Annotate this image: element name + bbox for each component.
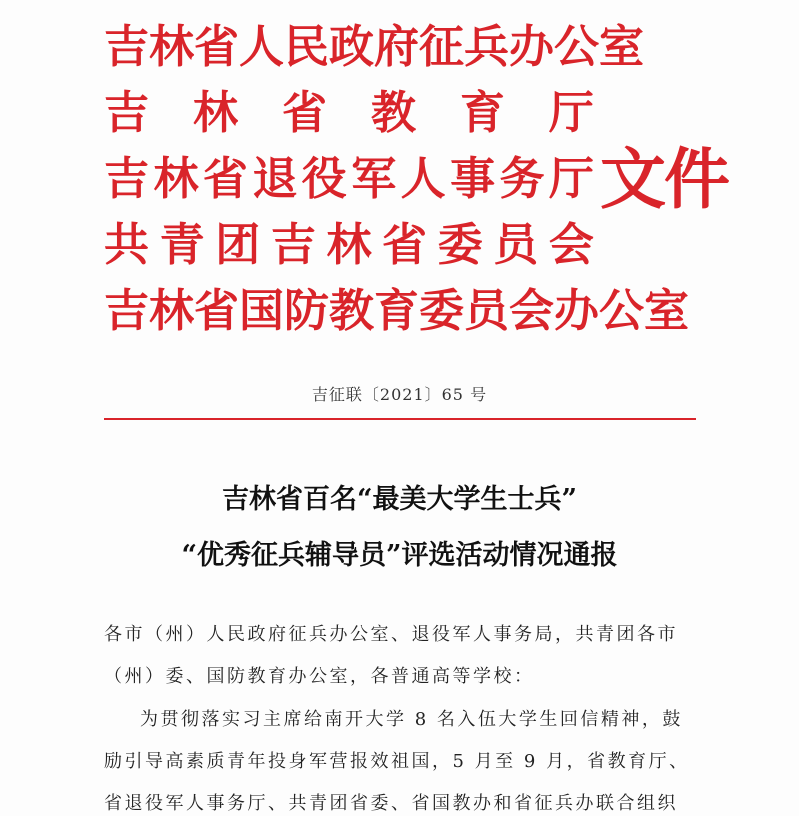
body-paragraph-line-1: 为贯彻落实习主席给南开大学 8 名入伍大学生回信精神，鼓	[140, 709, 683, 730]
issuer-char: 共	[104, 218, 150, 271]
issuer-char: 团	[215, 218, 261, 271]
issuer-char: 省	[281, 86, 327, 139]
issuer-char: 退	[252, 152, 298, 205]
issuer-char: 会	[548, 218, 594, 271]
issuer-char: 吉	[104, 152, 150, 205]
issuer-char: 厅	[548, 152, 594, 205]
issuer-national-defense-education-office: 吉林省国防教育委员会办公室	[104, 284, 690, 337]
issuer-char: 吉	[270, 218, 316, 271]
issuer-char: 吉	[104, 86, 150, 139]
issuer-char: 役	[301, 152, 347, 205]
document-title-line-1: 吉林省百名“最美大学生士兵”	[221, 484, 578, 515]
issuer-char: 人	[400, 152, 446, 205]
issuer-military-recruitment-office: 吉林省人民政府征兵办公室	[104, 20, 645, 73]
recipients-line-2: （州）委、国防教育办公室，各普通高等学校：	[104, 666, 535, 687]
issuer-char: 育	[459, 86, 505, 139]
issuer-char: 林	[326, 218, 372, 271]
issuer-char: 委	[437, 218, 483, 271]
issuer-char: 省	[382, 218, 428, 271]
issuer-char: 林	[192, 86, 238, 139]
issuer-char: 事	[450, 152, 496, 205]
issuer-char: 厅	[548, 86, 594, 139]
issuer-char: 省	[202, 152, 248, 205]
body-paragraph-line-2: 励引导高素质青年投身军营报效祖国，5 月至 9 月，省教育厅、	[104, 751, 690, 772]
issuer-education-department	[104, 80, 594, 146]
issuer-char: 军	[351, 152, 397, 205]
body-paragraph-line-3: 省退役军人事务厅、共青团省委、省国教办和省征兵办联合组织	[104, 793, 678, 814]
recipients-line-1: 各市（州）人民政府征兵办公室、退役军人事务局，共青团各市	[104, 624, 678, 645]
issuer-char: 教	[370, 86, 416, 139]
red-divider-line	[104, 418, 696, 420]
issuer-veterans-affairs-department	[104, 146, 594, 212]
issuer-char: 青	[159, 218, 205, 271]
issuer-char: 员	[493, 218, 539, 271]
issuer-youth-league-committee	[104, 212, 594, 278]
document-file-mark: 文件	[600, 141, 728, 218]
issuer-char: 务	[499, 152, 545, 205]
document-title-line-2: “优秀征兵辅导员”评选活动情况通报	[181, 540, 618, 571]
document-number: 吉征联〔2021〕65 号	[311, 385, 488, 404]
issuer-char: 林	[153, 152, 199, 205]
